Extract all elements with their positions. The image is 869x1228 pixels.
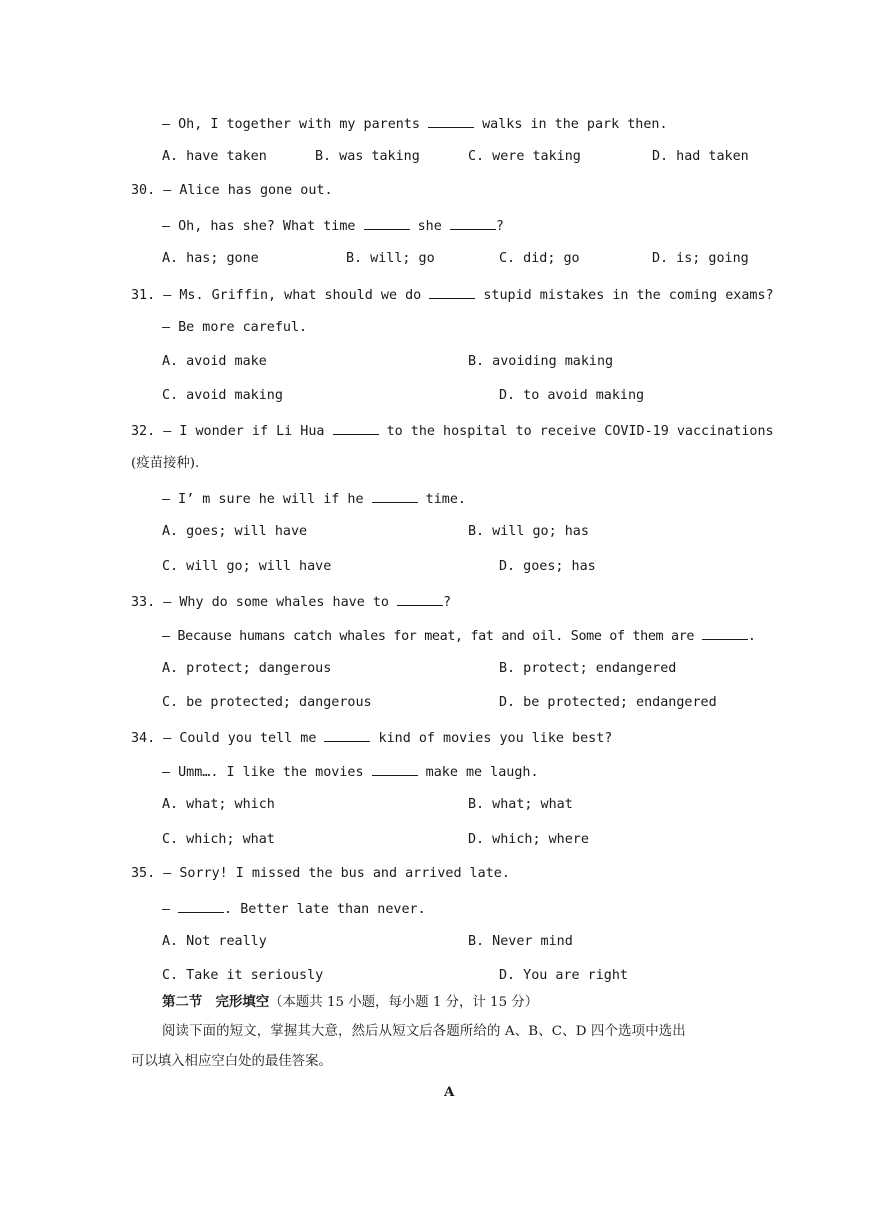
q30-option-c: C. did; go [499,251,580,266]
q35-option-d: D. You are right [499,968,628,983]
q32-option-c: C. will go; will have [162,559,332,574]
q34-dialogue-line: — Umm…. I like the movies make me laugh. [162,762,539,782]
answer-blank [372,762,418,776]
q34-option-d: D. which; where [468,832,589,847]
q29-option-c: C. were taking [468,149,581,164]
answer-blank [324,728,370,742]
answer-blank [429,285,475,299]
q33-option-c: C. be protected; dangerous [162,695,372,710]
answer-blank [333,421,379,435]
q29-option-d: D. had taken [652,149,749,164]
q33-option-a: A. protect; dangerous [162,661,332,676]
q35-stem: 35. — Sorry! I missed the bus and arrived late. [131,866,510,881]
q31-option-a: A. avoid make [162,354,267,369]
q35-option-c: C. Take it seriously [162,968,324,983]
q30-dialogue-line: — Oh, has she? What time she ? [162,216,504,236]
q34-option-a: A. what; which [162,797,275,812]
q35-option-a: A. Not really [162,934,267,949]
q33-stem: 33. — Why do some whales have to ? [131,592,451,612]
q35-dialogue-line: — . Better late than never. [162,899,426,919]
q35-option-b: B. Never mind [468,934,573,949]
q31-stem: 31. — Ms. Griffin, what should we do stupid mistakes in the coming exams? [131,285,774,305]
q32-stem: 32. — I wonder if Li Hua to the hospital to receive COVID-19 vaccinations [131,421,774,441]
q33-option-d: D. be protected; endangered [499,695,717,710]
q32-option-b: B. will go; has [468,524,589,539]
answer-blank [364,216,410,230]
section-instructions-cont: 可以填入相应空白处的最佳答案。 [131,1054,332,1069]
passage-label: A [444,1084,455,1100]
q31-option-b: B. avoiding making [468,354,614,369]
section-note: （本题共 15 小题，每小题 1 分，计 15 分） [269,995,539,1010]
section-heading [162,993,538,1012]
answer-blank [702,626,748,640]
answer-blank [428,114,474,128]
q33-option-b: B. protect; endangered [499,661,677,676]
q32-option-d: D. goes; has [499,559,596,574]
q30-option-b: B. will; go [346,251,435,266]
q34-stem: 34. — Could you tell me kind of movies you like best? [131,728,612,748]
q33-dialogue-line: — Because humans catch whales for meat, fat and oil. Some of them are . [162,626,756,646]
q29-option-a: A. have taken [162,149,267,164]
section-instructions: 阅读下面的短文，掌握其大意，然后从短文后各题所给的 A、B、C、D 四个选项中选出 [162,1024,686,1039]
q30-option-a: A. has; gone [162,251,259,266]
q34-option-b: B. what; what [468,797,573,812]
q34-option-c: C. which; what [162,832,275,847]
q30-option-d: D. is; going [652,251,749,266]
q31-option-d: D. to avoid making [499,388,645,403]
answer-blank [178,899,224,913]
q29-option-b: B. was taking [315,149,420,164]
q29-dialogue-line: — Oh, I together with my parents walks in the park then. [162,114,668,134]
answer-blank [397,592,443,606]
q30-stem: 30. — Alice has gone out. [131,183,333,198]
q32-option-a: A. goes; will have [162,524,308,539]
answer-blank [372,489,418,503]
q32-dialogue-line: — I’ m sure he will if he time. [162,489,466,509]
q31-dialogue-line: — Be more careful. [162,320,308,335]
q31-option-c: C. avoid making [162,388,283,403]
q32-stem-continuation: (疫苗接种). [131,456,200,471]
answer-blank [450,216,496,230]
section-title: 第二节 完形填空 [162,994,270,1010]
